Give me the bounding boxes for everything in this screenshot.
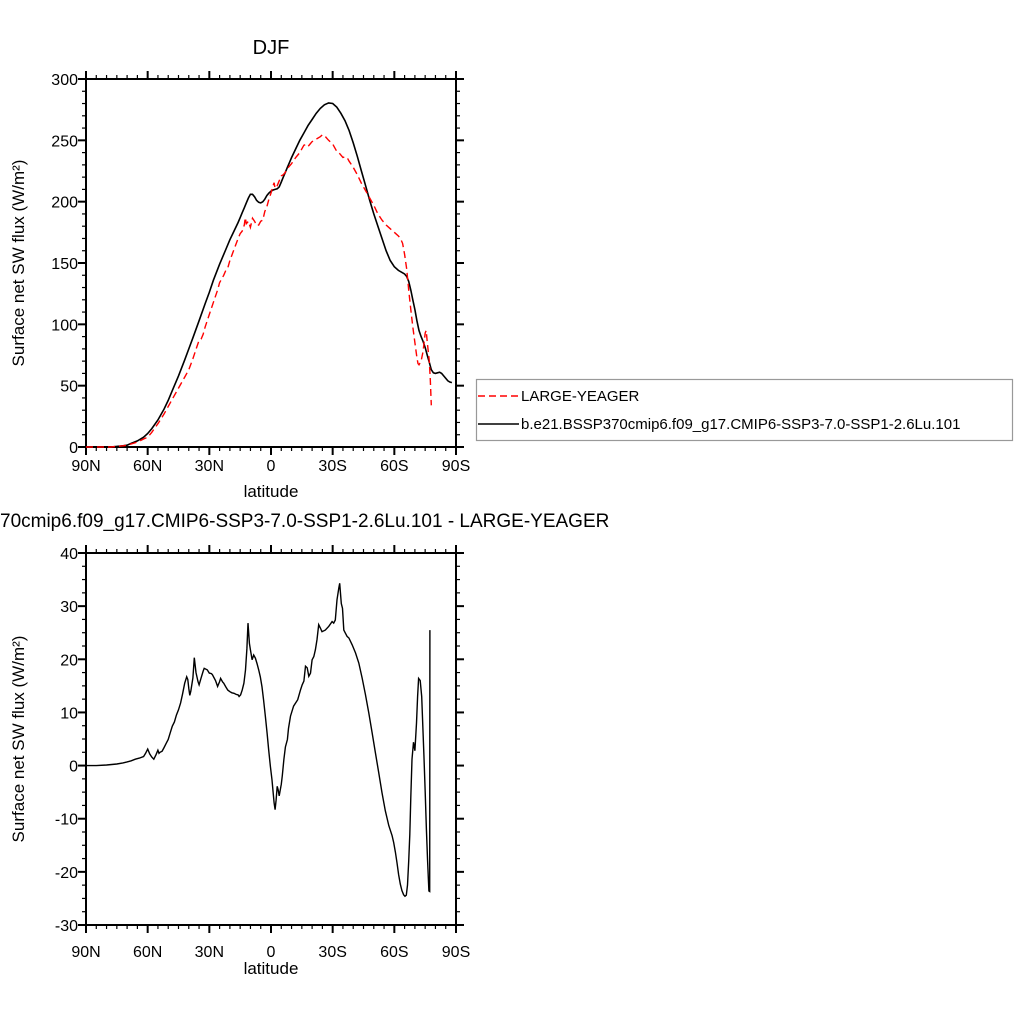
djf-flux-plot — [51, 71, 470, 475]
djf-flux-ytick-label: 100 — [51, 317, 78, 335]
djf-flux-frame — [86, 79, 456, 447]
djf-flux-difference-frame — [86, 553, 456, 925]
djf-flux-difference-ytick-label: -20 — [54, 864, 78, 882]
djf-flux-difference-xtick-label: 60S — [380, 944, 409, 961]
djf-flux-ytick-label: 50 — [60, 378, 78, 396]
djf-flux-xtick-label: 60N — [132, 458, 163, 475]
djf-flux-difference-ytick-label: -30 — [54, 918, 78, 935]
djf-flux-difference-axes — [55, 545, 470, 961]
top-chart-x-axis-label: latitude — [243, 482, 299, 501]
djf-flux-xtick-label: 60S — [380, 458, 409, 475]
djf-flux-xtick-label: 30N — [194, 458, 225, 475]
top-chart-y-axis-label: Surface net SW flux (W/m²) — [9, 159, 28, 367]
bottom-chart-y-axis-label: Surface net SW flux (W/m²) — [9, 635, 28, 843]
legend-label-model: b.e21.BSSP370cmip6.f09_g17.CMIP6-SSP3-7.0-SSP1-2.6Lu.101 — [521, 416, 961, 433]
djf-flux-difference-ytick-label: 0 — [69, 758, 78, 776]
legend-label-large-yeager: LARGE-YEAGER — [521, 388, 640, 405]
series-b.e21.BSSP370cmip6.f09_g17.CMIP6-SSP3-7.0-SSP1-2.6Lu.101 — [86, 103, 452, 447]
legend — [477, 380, 1013, 441]
djf-flux-difference-xtick-label: 90S — [441, 944, 471, 961]
djf-flux-ytick-label: 250 — [51, 133, 78, 151]
djf-flux-xtick-label: 90S — [441, 458, 471, 475]
bottom-chart-x-axis-label: latitude — [243, 959, 299, 978]
djf-flux-xtick-label: 30S — [318, 458, 347, 475]
djf-flux-ytick-label: 0 — [69, 440, 78, 457]
djf-flux-difference-ytick-label: 10 — [60, 705, 78, 723]
djf-flux-difference-xtick-label: 60N — [132, 944, 163, 961]
djf-flux-difference-xtick-label: 90N — [71, 944, 101, 961]
djf-flux-ytick-label: 300 — [51, 72, 78, 89]
bottom-chart-title: 70cmip6.f09_g17.CMIP6-SSP3-7.0-SSP1-2.6Lu.101 - LARGE-YEAGER — [0, 511, 610, 532]
series-difference — [86, 583, 430, 896]
djf-flux-xtick-label: 0 — [266, 458, 276, 475]
djf-flux-difference-xtick-label: 30S — [318, 944, 347, 961]
djf-flux-ytick-label: 200 — [51, 194, 78, 212]
djf-flux-difference-ytick-label: 40 — [60, 546, 78, 563]
djf-flux-difference-xtick-label: 30N — [194, 944, 225, 961]
djf-flux-difference-ytick-label: 20 — [60, 652, 78, 670]
djf-flux-ytick-label: 150 — [51, 256, 78, 273]
series-LARGE-YEAGER — [86, 135, 431, 447]
djf-flux-difference-plot — [55, 545, 470, 961]
djf-flux-difference-xtick-label: 0 — [266, 944, 276, 961]
djf-flux-difference-ytick-label: -10 — [54, 811, 78, 829]
top-chart-title: DJF — [252, 37, 290, 59]
djf-flux-xtick-label: 90N — [71, 458, 101, 475]
djf-flux-difference-ytick-label: 30 — [60, 599, 78, 617]
